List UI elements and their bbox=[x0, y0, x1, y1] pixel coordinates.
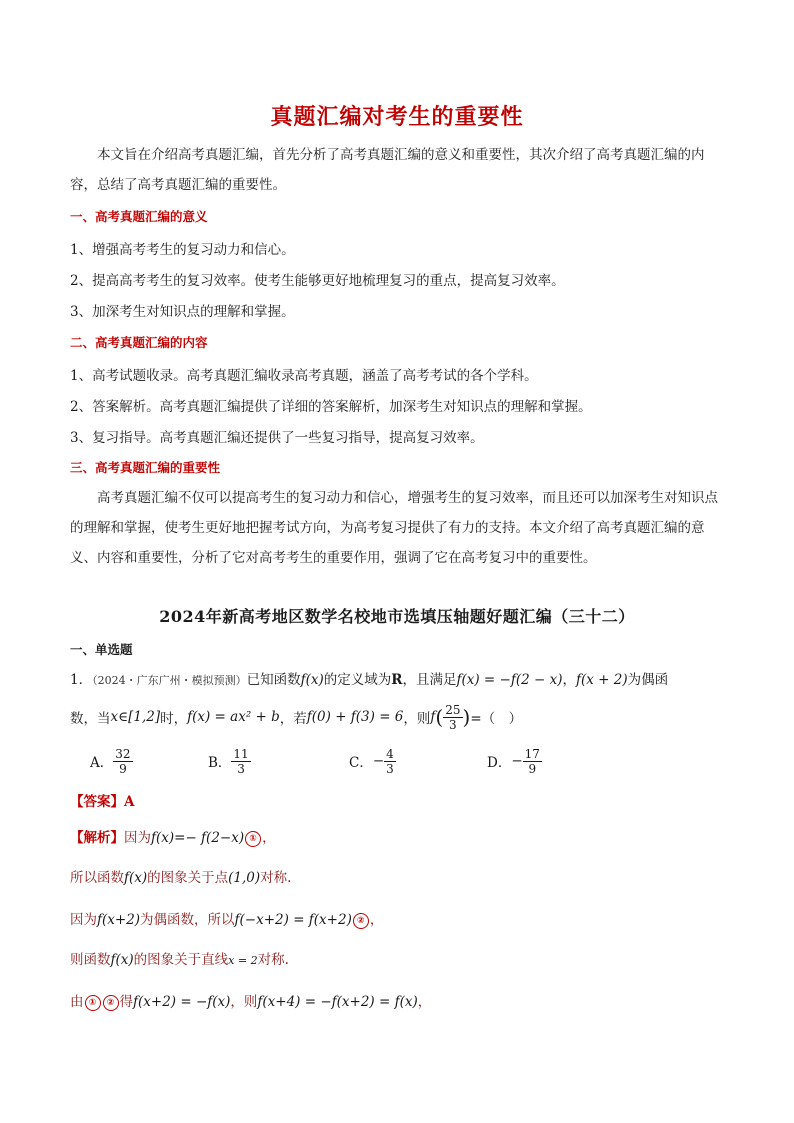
analysis-text: 则函数 bbox=[70, 952, 111, 968]
math-expr: x∈[1,2] bbox=[110, 709, 161, 725]
option-b[interactable] bbox=[208, 744, 251, 778]
main-title: 真题汇编对考生的重要性 bbox=[270, 105, 524, 130]
analysis-text: 由 bbox=[70, 994, 84, 1010]
analysis-line-5 bbox=[70, 990, 431, 1011]
circled-number: ② bbox=[353, 913, 369, 929]
math-expr: f(x) bbox=[124, 870, 148, 886]
question-text: ， bbox=[562, 672, 576, 688]
analysis-line-1 bbox=[70, 826, 276, 847]
option-label: B． bbox=[208, 755, 232, 771]
math-expr: f(x)=− f(2−x) bbox=[151, 830, 245, 846]
answer-label: 【答案】 bbox=[70, 794, 124, 810]
analysis-line-3 bbox=[70, 908, 383, 929]
math-expr: R bbox=[391, 672, 403, 688]
fraction-den: 3 bbox=[386, 761, 394, 776]
analysis-text: 的图象关于点 bbox=[147, 870, 229, 886]
analysis-text: 所以函数 bbox=[70, 870, 124, 886]
fraction-den: 9 bbox=[119, 761, 127, 776]
analysis-text: 对称. bbox=[260, 870, 292, 886]
question-text: ，则 bbox=[403, 711, 431, 727]
fraction-den: 9 bbox=[528, 761, 537, 776]
fraction-den: 3 bbox=[237, 761, 245, 776]
question-text: 时， bbox=[160, 711, 188, 727]
section-1-item: 3、加深考生对知识点的理解和掌握。 bbox=[70, 304, 295, 320]
fraction bbox=[443, 703, 462, 732]
analysis-text: ， bbox=[262, 830, 276, 846]
option-a[interactable] bbox=[90, 744, 133, 778]
analysis-text: 因为 bbox=[124, 830, 151, 846]
question-text: ，若 bbox=[279, 711, 307, 727]
analysis-text: ， bbox=[417, 994, 432, 1010]
analysis-text: 为偶函数，所以 bbox=[140, 912, 235, 928]
math-expr: f(0) + f(3) = 6 bbox=[306, 709, 404, 725]
math-expr: f(x+4) = −f(x+2) = f(x) bbox=[257, 994, 418, 1010]
analysis-text: 的图象关于直线 bbox=[133, 952, 229, 968]
analysis-text: 得 bbox=[119, 994, 133, 1010]
math-expr: f(x) = ax² + b bbox=[187, 709, 280, 725]
option-c[interactable] bbox=[349, 744, 396, 778]
fraction-num: 25 bbox=[445, 702, 461, 717]
math-expr: f(x) bbox=[110, 952, 134, 968]
question-1-line-1 bbox=[70, 668, 668, 688]
analysis-text: ，则 bbox=[230, 994, 258, 1010]
math-expr: f(−x+2) = f(x+2) bbox=[234, 912, 352, 928]
question-source: （2024・广东广州・模拟预测） bbox=[92, 674, 247, 687]
option-fraction bbox=[523, 747, 542, 776]
circled-number: ① bbox=[245, 831, 261, 847]
option-fraction bbox=[384, 747, 396, 776]
option-label: D． bbox=[487, 755, 512, 771]
option-d[interactable] bbox=[487, 744, 542, 778]
section-2-item: 3、复习指导。高考真题汇编还提供了一些复习指导，提高复习效率。 bbox=[70, 430, 484, 446]
fraction-den: 3 bbox=[449, 717, 457, 732]
option-sign: − bbox=[372, 753, 385, 769]
analysis-text: ， bbox=[369, 912, 384, 928]
math-expr: f(x) = −f(2 − x) bbox=[456, 672, 563, 688]
question-text: ，且满足 bbox=[402, 672, 457, 688]
math-expr: f(x+2) bbox=[97, 912, 141, 928]
fraction-num: 4 bbox=[386, 746, 394, 761]
analysis-text: 因为 bbox=[70, 912, 97, 928]
fraction-num: 11 bbox=[233, 746, 249, 761]
math-expr: f bbox=[430, 709, 436, 725]
section-2-title: 二、高考真题汇编的内容 bbox=[70, 335, 208, 350]
section-3-title: 三、高考真题汇编的重要性 bbox=[70, 460, 221, 475]
question-number: 1． bbox=[70, 672, 93, 688]
option-sign: − bbox=[511, 753, 523, 769]
math-expr: x = 2 bbox=[228, 954, 258, 967]
fraction-num: 32 bbox=[115, 746, 131, 761]
question-text: =（ ） bbox=[470, 711, 523, 727]
circled-number: ① bbox=[85, 995, 101, 1011]
question-text: 数，当 bbox=[70, 711, 111, 727]
option-fraction bbox=[231, 747, 250, 776]
option-fraction bbox=[113, 747, 132, 776]
question-text: 的定义域为 bbox=[323, 672, 392, 688]
math-expr: f(x + 2) bbox=[575, 672, 628, 688]
analysis-line-4 bbox=[70, 948, 289, 968]
section-1-item: 1、增强高考考生的复习动力和信心。 bbox=[70, 242, 295, 258]
section-1-item: 2、提高高考考生的复习效率。使考生能够更好地梳理复习的重点，提高复习效率。 bbox=[70, 273, 565, 289]
option-label: A． bbox=[90, 755, 114, 771]
section-3-paragraph: 高考真题汇编不仅可以提高考生的复习动力和信心，增强考生的复习效率，而且还可以加深考生对知识点的理解和掌握，使考生更好地把握考试方向，为高考复习提供了有力的支持。本文介绍了高考真题汇编的意义、内容和重要性，分析了它对高考考生的重要作用，强调了它在高考复习中的重要性。 bbox=[70, 490, 718, 566]
paren-close: ) bbox=[462, 705, 471, 729]
section-1-title: 一、高考真题汇编的意义 bbox=[70, 209, 208, 224]
section-label: 一、单选题 bbox=[70, 642, 133, 657]
exam-title: 2024年新高考地区数学名校地市选填压轴题好题汇编（三十二） bbox=[159, 607, 635, 626]
analysis-text: 对称. bbox=[257, 952, 289, 968]
circled-number: ② bbox=[103, 995, 119, 1011]
math-expr: f(x+2) = −f(x) bbox=[133, 994, 231, 1010]
intro-paragraph: 本文旨在介绍高考真题汇编，首先分析了高考真题汇编的意义和重要性，其次介绍了高考真题汇编的内容，总结了高考真题汇编的重要性。 bbox=[70, 147, 705, 193]
option-label: C． bbox=[349, 755, 373, 771]
answer-line bbox=[70, 790, 134, 810]
paren-open: ( bbox=[435, 705, 444, 729]
section-2-item: 1、高考试题收录。高考真题汇编收录高考真题，涵盖了高考考试的各个学科。 bbox=[70, 368, 538, 384]
math-expr: (1,0) bbox=[228, 870, 261, 886]
analysis-line-2 bbox=[70, 866, 291, 886]
section-2-item: 2、答案解析。高考真题汇编提供了详细的答案解析，加深考生对知识点的理解和掌握。 bbox=[70, 399, 592, 415]
question-text: 为偶函 bbox=[627, 672, 669, 688]
question-1-line-2 bbox=[70, 700, 522, 734]
question-text: 已知函数 bbox=[246, 672, 301, 688]
math-expr: f(x) bbox=[300, 672, 324, 688]
answer-value: A bbox=[124, 794, 135, 810]
analysis-label: 【解析】 bbox=[70, 830, 124, 846]
fraction-num: 17 bbox=[524, 746, 540, 761]
